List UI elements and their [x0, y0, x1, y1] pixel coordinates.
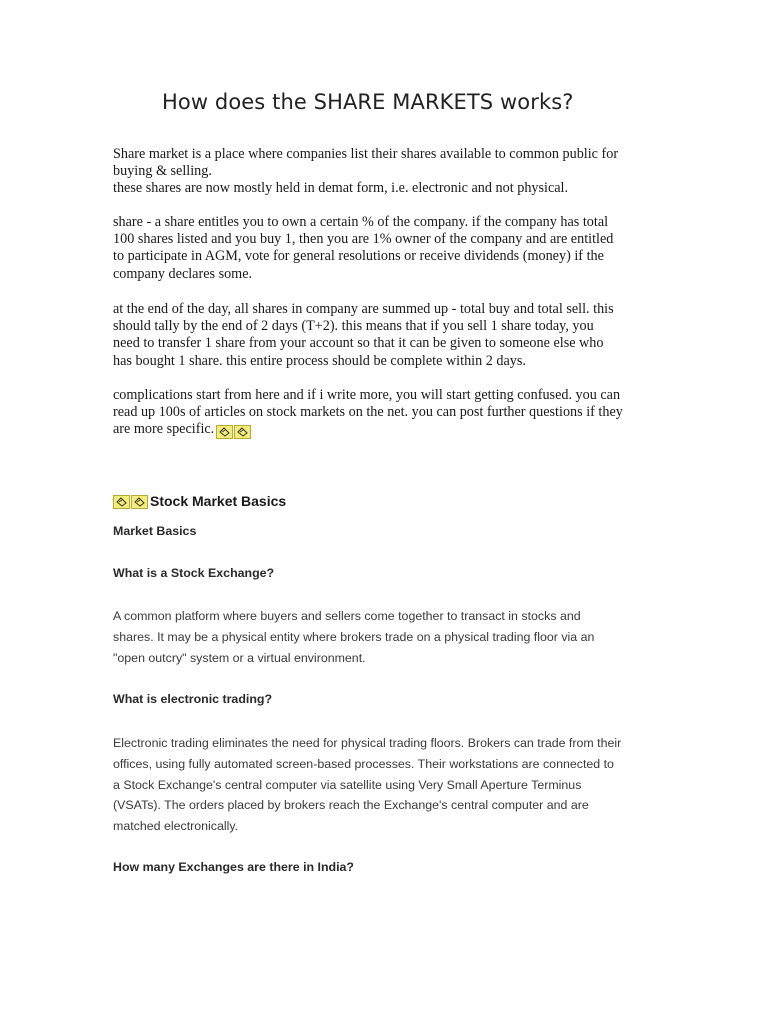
- text-line: A common platform where buyers and sellers come together to transact in stocks and: [113, 609, 581, 623]
- subsection-title: Market Basics: [113, 524, 197, 538]
- settlement-paragraph: [113, 301, 673, 370]
- pencil-note-icon: [216, 425, 233, 439]
- text-line: buying & selling.: [113, 163, 212, 180]
- text-line: "open outcry" system or a virtual environment.: [113, 650, 366, 665]
- question-heading: What is electronic trading?: [113, 692, 273, 706]
- text-line: these shares are now mostly held in demat form, i.e. electronic and not physical.: [113, 180, 569, 197]
- text-line: (VSATs). The orders placed by brokers reach the Exchange's central computer and are: [113, 798, 589, 813]
- emoticon-pair: [216, 423, 252, 440]
- pencil-note-icon: [234, 425, 251, 439]
- text-line: has bought 1 share. this entire process should be complete within 2 days.: [113, 352, 526, 369]
- text-line: need to transfer 1 share from your account so that it can be given to someone else who: [113, 335, 604, 352]
- text-line: Electronic trading eliminates the need for physical trading floors. Brokers can trade from their: [113, 736, 622, 750]
- answer-paragraph: [113, 606, 673, 668]
- text-line: at the end of the day, all shares in company are summed up - total buy and total sell. this: [113, 301, 614, 317]
- pencil-note-icon: [113, 495, 130, 509]
- question-heading: What is a Stock Exchange?: [113, 566, 275, 580]
- text-line: should tally by the end of 2 days (T+2). this means that if you sell 1 share today, you: [113, 318, 594, 335]
- text-line: 100 shares listed and you buy 1, then you are 1% owner of the company and are entitled: [113, 231, 614, 248]
- text-line: matched electronically.: [113, 819, 239, 834]
- text-line: [113, 421, 673, 440]
- text-line: a Stock Exchange's central computer via satellite using Very Small Aperture Terminus: [113, 777, 582, 792]
- section-title: Stock Market Basics: [150, 493, 287, 510]
- question-heading: How many Exchanges are there in India?: [113, 860, 355, 874]
- page-title: How does the SHARE MARKETS works?: [162, 90, 574, 114]
- text-fragment: are more specific.: [113, 421, 215, 438]
- text-line: Share market is a place where companies list their shares available to common public for: [113, 146, 619, 162]
- share-definition-paragraph: [113, 214, 673, 283]
- text-line: company declares some.: [113, 265, 253, 282]
- section-heading: [113, 493, 286, 509]
- text-line: to participate in AGM, vote for general resolutions or receive dividends (money) if the: [113, 248, 604, 265]
- intro-paragraph: [113, 146, 673, 198]
- text-line: offices, using fully automated screen-based processes. Their workstations are connected to: [113, 756, 614, 771]
- pencil-note-icon: [131, 495, 148, 509]
- text-line: read up 100s of articles on stock markets on the net. you can post further questions if they: [113, 404, 623, 421]
- text-line: shares. It may be a physical entity where brokers trade on a physical trading floor via an: [113, 629, 595, 644]
- emoticon-pair: [113, 493, 149, 509]
- closing-paragraph: [113, 387, 673, 441]
- text-line: complications start from here and if i write more, you will start getting confused. you can: [113, 387, 621, 403]
- text-line: share - a share entitles you to own a certain % of the company. if the company has total: [113, 214, 609, 230]
- answer-paragraph: [113, 733, 673, 837]
